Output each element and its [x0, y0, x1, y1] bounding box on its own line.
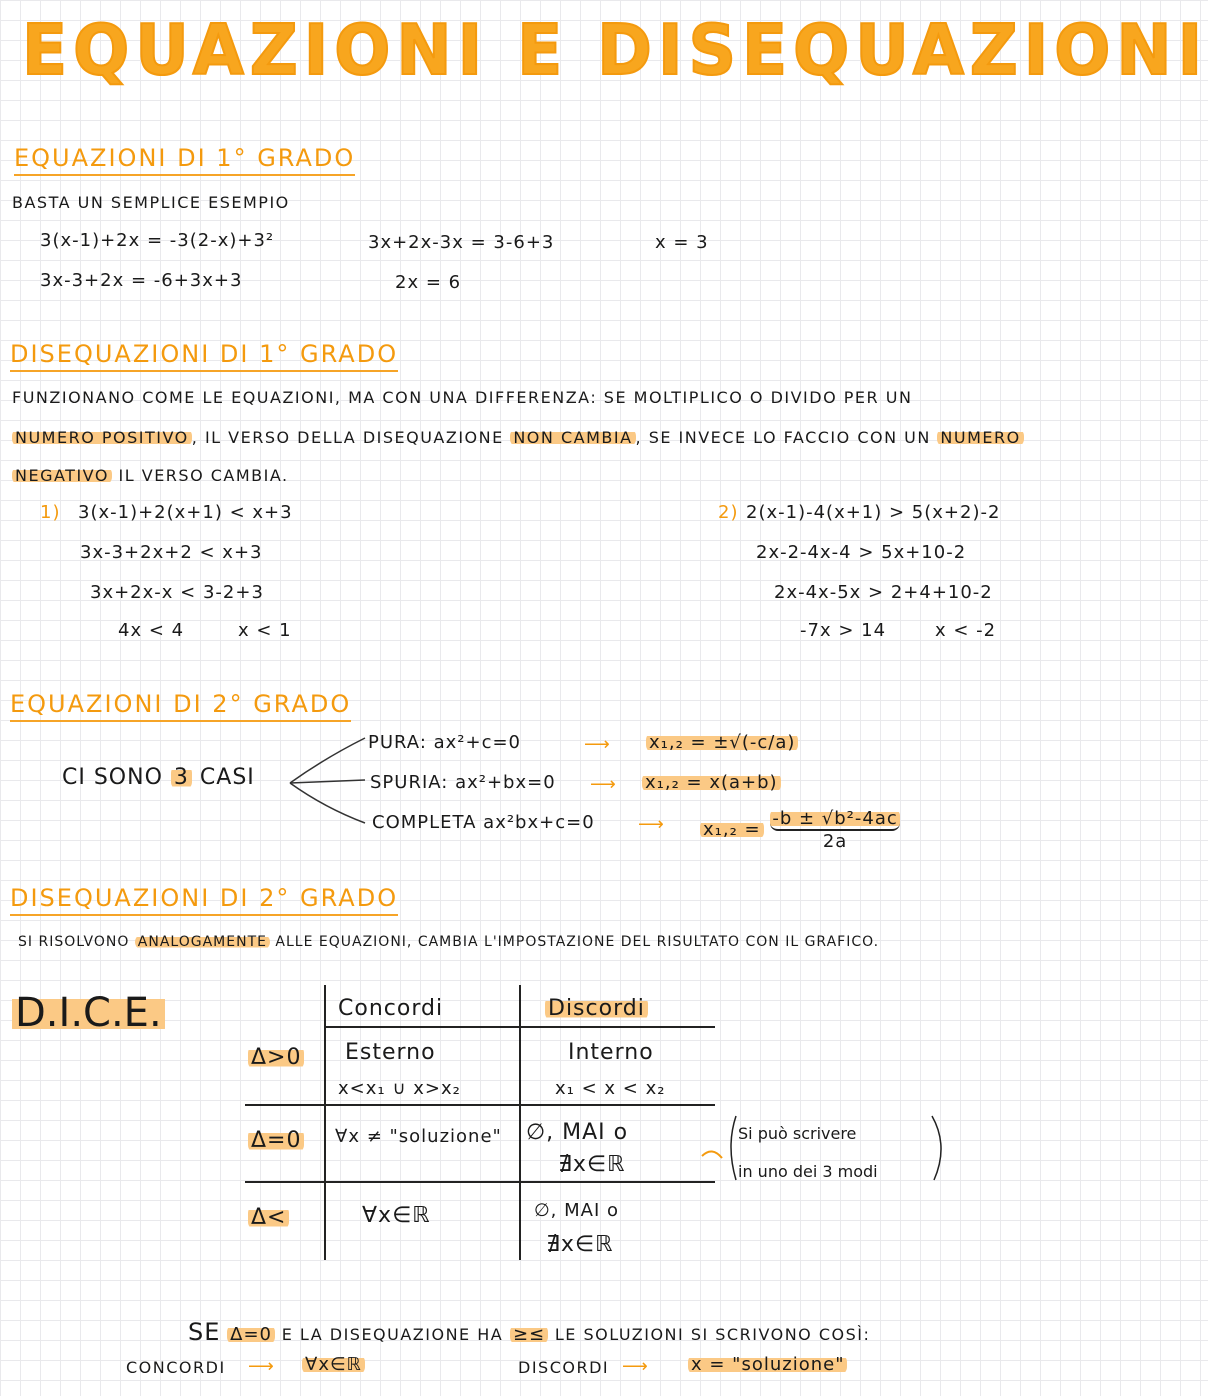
eq1-line2: 3x-3+2x = -6+3x+3 — [40, 270, 243, 291]
col-header-concordi: Concordi — [338, 996, 444, 1021]
branch-lines — [285, 728, 375, 828]
case-complete: COMPLETA ax²bx+c=0 — [372, 812, 595, 833]
highlight-positive-number: NUMERO POSITIVO — [12, 428, 192, 447]
example2-line1: 2(x-1)-4(x+1) > 5(x+2)-2 — [746, 502, 1001, 523]
cell-external: Esterno — [345, 1040, 436, 1065]
solution-pure: x₁,₂ = ±√(-c/a) — [646, 732, 798, 753]
second-degree-text: SI RISOLVONO ANALOGAMENTE ALLE EQUAZIONI, CAMBIA L'IMPOSTAZIONE DEL RISULTATO CON IL GRAFICO. — [18, 934, 880, 950]
cell-empty-never-2: ∅, MAI o — [534, 1200, 620, 1221]
row-delta-negative: Δ< — [248, 1205, 289, 1230]
example1-line4: 4x < 4 — [118, 620, 185, 641]
solution-complete: x₁,₂ = $\frac{\text{-b ± √b²-4ac}}{2a}$ — [700, 808, 900, 852]
solution-spurious: x₁,₂ = x(a+b) — [642, 772, 781, 793]
footer-concordi: CONCORDI — [126, 1358, 226, 1377]
example1-line3: 3x+2x-x < 3-2+3 — [90, 582, 264, 603]
dice-table-grid — [245, 985, 720, 1265]
highlight-analogously: ANALOGAMENTE — [135, 934, 270, 950]
eq1-line4: 2x = 6 — [395, 272, 462, 293]
eq1-line1: 3(x-1)+2x = -3(2-x)+3² — [40, 230, 275, 251]
highlight-no-change: NON CAMBIA — [510, 428, 635, 447]
cell-empty-never: ∅, MAI o — [526, 1120, 629, 1145]
example2-label: 2) — [718, 502, 739, 523]
arrow-icon: ⟶ — [584, 734, 611, 755]
intro-text: BASTA UN SEMPLICE ESEMPIO — [12, 193, 290, 212]
heading-inequalities-second-degree: DISEQUAZIONI DI 2° GRADO — [10, 884, 398, 916]
footer-discordi-solution: x = "soluzione" — [688, 1354, 847, 1375]
example1-line2: 3x-3+2x+2 < x+3 — [80, 542, 263, 563]
example1-result: x < 1 — [238, 620, 292, 641]
highlight-negative: NEGATIVO — [12, 466, 112, 485]
heading-equations-first-degree: EQUAZIONI DI 1° GRADO — [14, 144, 355, 176]
cell-no-real-x: ∄x∈ℝ — [558, 1152, 626, 1177]
highlight-delta-zero: Δ=0 — [227, 1324, 275, 1345]
case-pure: PURA: ax²+c=0 — [368, 732, 522, 753]
inequality-rule-line1: FUNZIONANO COME LE EQUAZIONI, MA CON UNA DIFFERENZA: SE MOLTIPLICO O DIVIDO PER UN — [12, 388, 913, 407]
cell-all-reals: ∀x∈ℝ — [362, 1203, 431, 1228]
cell-internal-interval: x₁ < x < x₂ — [555, 1078, 666, 1099]
cell-all-except-solution: ∀x ≠ "soluzione" — [335, 1126, 502, 1147]
example2-line3: 2x-4x-5x > 2+4+10-2 — [774, 582, 993, 603]
highlight-inequality-signs: ≥≤ — [510, 1324, 548, 1345]
example1-label: 1) — [40, 502, 61, 523]
example2-line4: -7x > 14 — [800, 620, 887, 641]
eq1-result: x = 3 — [655, 232, 709, 253]
case-spurious: SPURIA: ax²+bx=0 — [370, 772, 556, 793]
heading-inequalities-first-degree: DISEQUAZIONI DI 1° GRADO — [10, 340, 398, 372]
footer-discordi: DISCORDI — [518, 1358, 610, 1377]
arrow-icon: ⟶ — [590, 774, 617, 795]
eq1-line3: 3x+2x-3x = 3-6+3 — [368, 232, 555, 253]
arrow-icon: ⟶ — [248, 1356, 275, 1377]
cases-intro: CI SONO 3 CASI — [62, 765, 255, 790]
row-delta-zero: Δ=0 — [248, 1128, 304, 1153]
example2-line2: 2x-2-4x-4 > 5x+10-2 — [756, 542, 967, 563]
example2-result: x < -2 — [935, 620, 997, 641]
arrow-icon: ⟶ — [622, 1356, 649, 1377]
heading-equations-second-degree: EQUAZIONI DI 2° GRADO — [10, 690, 351, 722]
inequality-rule-line3: NEGATIVO IL VERSO CAMBIA. — [12, 466, 289, 485]
arrow-icon: ⟶ — [638, 814, 665, 835]
cell-external-interval: x<x₁ ∪ x>x₂ — [338, 1078, 461, 1099]
footer-sentence: SE Δ=0 E LA DISEQUAZIONE HA ≥≤ LE SOLUZIONI SI SCRIVONO COSÌ: — [188, 1318, 871, 1346]
dice-label: D.I.C.E. — [6, 990, 171, 1036]
col-header-discordi: Discordi — [545, 996, 648, 1021]
note-line1: Si può scrivere — [738, 1124, 857, 1143]
cell-internal: Interno — [568, 1040, 654, 1065]
footer-concordi-solution: ∀x∈ℝ — [302, 1354, 365, 1375]
example1-line1: 3(x-1)+2(x+1) < x+3 — [78, 502, 293, 523]
page-title: EQUAZIONI E DISEQUAZIONI — [22, 10, 1208, 91]
highlight-three: 3 — [171, 765, 192, 790]
inequality-rule-line2: NUMERO POSITIVO , IL VERSO DELLA DISEQUAZIONE NON CAMBIA , SE INVECE LO FACCIO CON UN NUMERO — [12, 428, 1024, 447]
highlight-number: NUMERO — [937, 428, 1023, 447]
cell-no-real-x-2: ∄x∈ℝ — [546, 1232, 614, 1257]
row-delta-positive: Δ>0 — [248, 1045, 304, 1070]
note-line2: in uno dei 3 modi — [738, 1162, 878, 1181]
